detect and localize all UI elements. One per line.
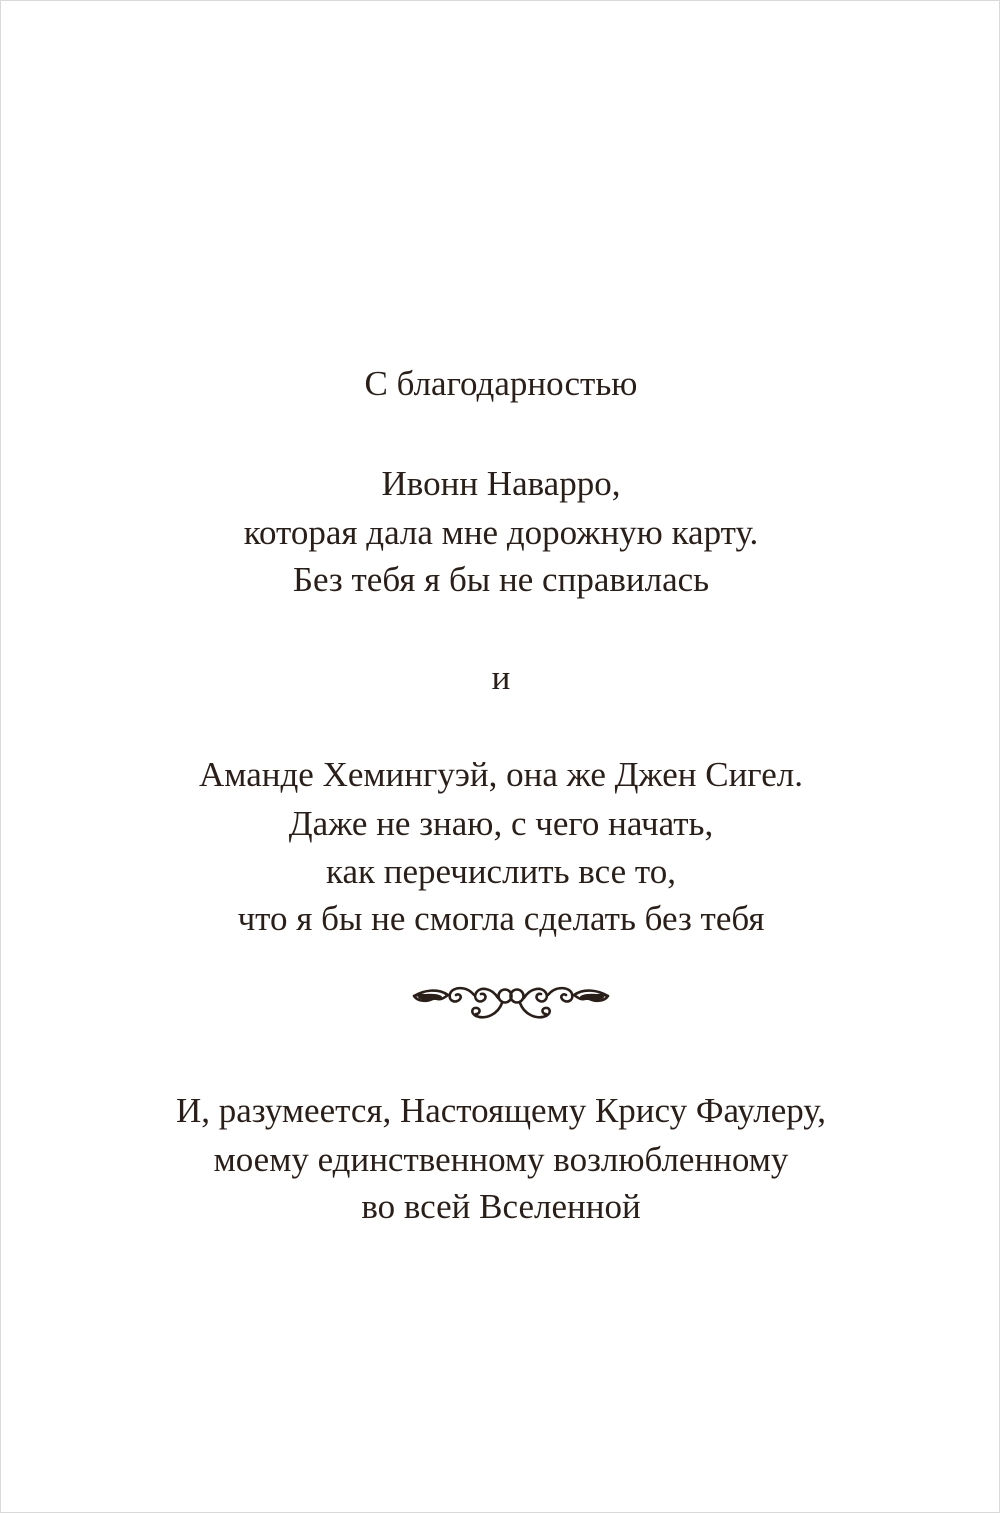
dedication-conjunction: и — [491, 658, 511, 697]
dedication-line: Даже не знаю, с чего начать, — [288, 804, 714, 843]
dedication-heading: С благодарностью — [364, 364, 638, 403]
dedication-line: И, разумеется, Настоящему Крису Фаулеру, — [175, 1091, 827, 1130]
dedication-line: Аманде Хемингуэй, она же Джен Сигел. — [199, 755, 803, 794]
dedication-line: которая дала мне дорожную карту. — [243, 513, 759, 552]
dedication-line: во всей Вселенной — [361, 1187, 641, 1226]
dedication-line: Ивонн Наварро, — [381, 464, 621, 503]
flourish-divider-icon — [406, 976, 616, 1026]
dedication-line: моему единственному возлюбленному — [213, 1140, 789, 1179]
dedication-line: как перечислить все то, — [326, 852, 676, 891]
dedication-line: что я бы не смогла сделать без тебя — [237, 899, 765, 938]
dedication-line: Без тебя я бы не справилась — [292, 560, 710, 599]
